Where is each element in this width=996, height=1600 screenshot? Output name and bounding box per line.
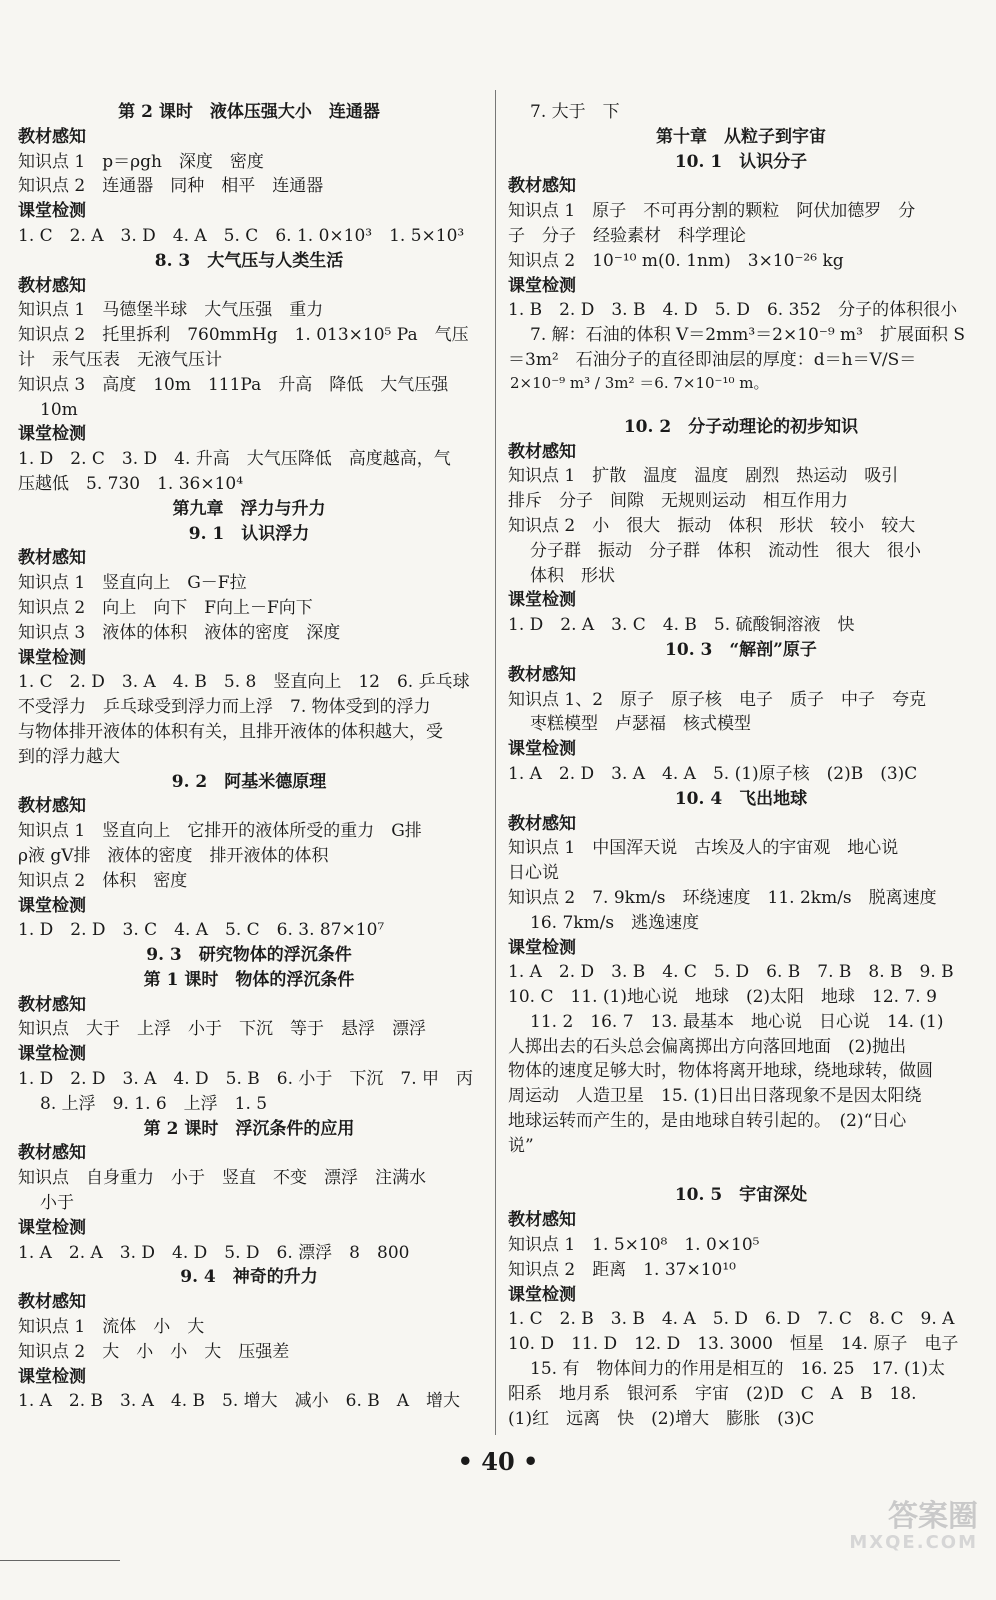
answer-line: 知识点 1 竖直向上 它排开的液体所受的重力 G排 xyxy=(18,821,422,842)
answer-line: 知识点 1 p＝ρgh 深度 密度 xyxy=(18,151,264,172)
section-label: 课堂检测 xyxy=(18,647,86,668)
answer-line: 到的浮力越大 xyxy=(18,746,120,767)
answer-line: 1. A 2. D 3. A 4. A 5. (1)原子核 (2)B (3)C xyxy=(508,763,918,784)
answer-line: 地球运转而产生的，是由地球自转引起的。 (2)“日心 xyxy=(508,1111,907,1132)
answer-line: (1)红 远离 快 (2)增大 膨胀 (3)C xyxy=(508,1408,815,1429)
section-heading: 10. 1 认识分子 xyxy=(674,151,808,172)
section-heading: 10. 3 “解剖”原子 xyxy=(665,639,817,660)
answer-line: ρ液 gV排 液体的密度 排开液体的体积 xyxy=(18,845,329,866)
watermark-logo xyxy=(849,1500,978,1553)
section-label: 教材感知 xyxy=(508,1210,576,1231)
answer-line: 知识点 2 连通器 同种 相平 连通器 xyxy=(18,176,324,197)
section-label: 课堂检测 xyxy=(18,424,86,445)
section-heading: 9. 2 阿基米德原理 xyxy=(171,771,327,792)
answer-line: 1. B 2. D 3. B 4. D 5. D 6. 352 分子的体积很小 xyxy=(508,300,958,321)
footer-rule xyxy=(0,1560,120,1561)
section-heading: 第 1 课时 物体的浮沉条件 xyxy=(143,969,355,990)
section-heading: 10. 2 分子动理论的初步知识 xyxy=(623,416,859,437)
answer-line: 1. D 2. C 3. D 4. 升高 大气压降低 高度越高，气 xyxy=(18,449,451,470)
section-label: 课堂检测 xyxy=(18,1366,86,1387)
answer-line: 知识点 1 1. 5×10⁸ 1. 0×10⁵ xyxy=(508,1235,760,1256)
answer-line: 知识点 2 小 很大 振动 体积 形状 较小 较大 xyxy=(508,515,916,536)
section-label: 教材感知 xyxy=(508,441,576,462)
answer-line: 10. D 11. D 12. D 13. 3000 恒星 14. 原子 电子 xyxy=(508,1334,959,1355)
section-label: 课堂检测 xyxy=(508,739,576,760)
section-heading: 9. 4 神奇的升力 xyxy=(180,1267,318,1288)
column-divider xyxy=(495,90,496,1435)
answer-line: 物体的速度足够大时，物体将离开地球，绕地球转，做圆 xyxy=(508,1061,933,1082)
section-heading: 第 2 课时 液体压强大小 连通器 xyxy=(118,102,380,122)
section-label: 课堂检测 xyxy=(18,1044,86,1065)
answer-line: 体积 形状 xyxy=(530,565,615,586)
section-label: 教材感知 xyxy=(18,1143,86,1164)
section-heading: 10. 4 飞出地球 xyxy=(674,788,808,809)
answer-line: 知识点 1 马德堡半球 大气压强 重力 xyxy=(18,300,324,321)
right-column xyxy=(508,100,974,1431)
answer-line: 1. D 2. A 3. C 4. B 5. 硫酸铜溶液 快 xyxy=(508,615,855,636)
section-label: 教材感知 xyxy=(18,1292,86,1313)
section-label: 课堂检测 xyxy=(508,275,576,296)
answer-line: 知识点 2 距离 1. 37×10¹⁰ xyxy=(508,1259,736,1280)
answer-line: 知识点 2 7. 9km/s 环绕速度 11. 2km/s 脱离速度 xyxy=(508,887,937,908)
section-label: 教材感知 xyxy=(508,813,576,834)
answer-line: 7. 解：石油的体积 V＝2mm³＝2×10⁻⁹ m³ 扩展面积 S xyxy=(530,325,966,346)
answer-line: 知识点 2 向上 向下 F向上－F向下 xyxy=(18,597,313,618)
section-label: 课堂检测 xyxy=(18,1217,86,1238)
section-label: 课堂检测 xyxy=(508,590,576,611)
answer-line: 10. C 11. (1)地心说 地球 (2)太阳 地球 12. 7. 9 xyxy=(508,987,937,1008)
answer-line: 日心说 xyxy=(508,863,559,884)
answer-line: 排斥 分子 间隙 无规则运动 相互作用力 xyxy=(508,491,848,512)
answer-line: 知识点 2 10⁻¹⁰ m(0. 1nm) 3×10⁻²⁶ kg xyxy=(508,250,844,271)
answer-line: 知识点 2 大 小 小 大 压强差 xyxy=(18,1341,290,1362)
section-label: 课堂检测 xyxy=(508,1284,576,1305)
section-heading: 9. 1 认识浮力 xyxy=(188,523,310,544)
answer-line: 16. 7km/s 逃逸速度 xyxy=(530,912,700,933)
page-number: • 40 • xyxy=(457,1447,539,1476)
answer-line: 知识点 3 液体的体积 液体的密度 深度 xyxy=(18,622,341,643)
answer-line: 知识点 自身重力 小于 竖直 不变 漂浮 注满水 xyxy=(18,1168,426,1189)
answer-line: 知识点 1、2 原子 原子核 电子 质子 中子 夸克 xyxy=(508,689,927,710)
section-heading: 第 2 课时 浮沉条件的应用 xyxy=(143,1118,355,1139)
answer-line: 1. C 2. D 3. A 4. B 5. 8 竖直向上 12 6. 乒乓球 xyxy=(18,672,470,693)
answer-line: 知识点 1 扩散 温度 温度 剧烈 热运动 吸引 xyxy=(508,466,899,487)
answer-line: 与物体排开液体的体积有关，且排开液体的体积越大，受 xyxy=(18,721,443,742)
section-label: 教材感知 xyxy=(508,664,576,685)
answer-line: 1. A 2. D 3. B 4. C 5. D 6. B 7. B 8. B 9. B xyxy=(508,962,954,983)
section-label: 教材感知 xyxy=(18,548,86,569)
answer-line: 10m xyxy=(40,399,78,420)
answer-line: 不受浮力 乒乓球受到浮力而上浮 7. 物体受到的浮力 xyxy=(18,697,431,718)
section-heading: 9. 3 研究物体的浮沉条件 xyxy=(146,945,352,966)
section-label: 教材感知 xyxy=(18,994,86,1015)
answer-line: 知识点 3 高度 10m 111Pa 升高 降低 大气压强 xyxy=(18,374,449,395)
answer-line: 1. C 2. A 3. D 4. A 5. C 6. 1. 0×10³ 1. 5×10³ xyxy=(18,225,465,246)
section-label: 课堂检测 xyxy=(508,937,576,958)
answer-line: 计 汞气压表 无液气压计 xyxy=(18,349,222,370)
answer-line: 7. 大于 下 xyxy=(530,102,620,122)
answer-line: 知识点 1 竖直向上 G－F拉 xyxy=(18,573,247,594)
answer-line: 阳系 地月系 银河系 宇宙 (2)D C A B 18. xyxy=(508,1383,917,1404)
answer-line xyxy=(508,1159,974,1184)
answer-line: 枣糕模型 卢瑟福 核式模型 xyxy=(530,714,751,735)
answer-line: 知识点 1 原子 不可再分割的颗粒 阿伏加德罗 分 xyxy=(508,201,916,222)
answer-line: 知识点 2 托里拆利 760mmHg 1. 013×10⁵ Pa 气压 xyxy=(18,325,469,346)
answer-line: 2×10⁻⁹ m³ / 3m² ＝6. 7×10⁻¹⁰ m。 xyxy=(510,373,769,392)
section-label: 教材感知 xyxy=(18,796,86,817)
answer-line: 1. D 2. D 3. C 4. A 5. C 6. 3. 87×10⁷ xyxy=(18,920,385,941)
section-heading: 8. 3 大气压与人类生活 xyxy=(154,250,344,271)
answer-line: 说” xyxy=(508,1135,534,1156)
watermark-url: MXQE.COM xyxy=(849,1532,978,1553)
answer-line: 1. A 2. A 3. D 4. D 5. D 6. 漂浮 8 800 xyxy=(18,1242,410,1263)
answer-line: 1. C 2. B 3. B 4. A 5. D 6. D 7. C 8. C 9. A xyxy=(508,1309,955,1330)
answer-line: 压越低 5. 730 1. 36×10⁴ xyxy=(18,473,244,494)
answer-line: 知识点 1 流体 小 大 xyxy=(18,1317,205,1338)
section-label: 教材感知 xyxy=(18,126,86,147)
answer-line: 分子群 振动 分子群 体积 流动性 很大 很小 xyxy=(530,540,921,561)
answer-line: 15. 有 物体间力的作用是相互的 16. 25 17. (1)太 xyxy=(530,1359,946,1380)
answer-line: 8. 上浮 9. 1. 6 上浮 1. 5 xyxy=(40,1093,268,1114)
answer-line: 知识点 大于 上浮 小于 下沉 等于 悬浮 漂浮 xyxy=(18,1019,426,1040)
answer-line: 人掷出去的石头总会偏离掷出方向落回地面 (2)抛出 xyxy=(508,1036,907,1057)
section-heading: 第九章 浮力与升力 xyxy=(172,498,326,519)
answer-line: 知识点 2 体积 密度 xyxy=(18,870,188,891)
left-column xyxy=(18,100,480,1414)
answer-line: 1. A 2. B 3. A 4. B 5. 增大 减小 6. B A 增大 xyxy=(18,1391,461,1412)
answer-line: 周运动 人造卫星 15. (1)日出日落现象不是因太阳绕 xyxy=(508,1086,922,1107)
section-heading: 第十章 从粒子到宇宙 xyxy=(656,126,826,147)
section-heading: 10. 5 宇宙深处 xyxy=(674,1185,808,1206)
section-label: 教材感知 xyxy=(508,176,576,197)
watermark-text: 答案圈 xyxy=(888,1499,978,1534)
answer-line: 知识点 1 中国浑天说 古埃及人的宇宙观 地心说 xyxy=(508,838,899,859)
answer-line: 小于 xyxy=(40,1193,74,1214)
section-label: 课堂检测 xyxy=(18,895,86,916)
answer-line: ＝3m² 石油分子的直径即油层的厚度：d＝h＝V/S＝ xyxy=(508,349,917,370)
section-label: 教材感知 xyxy=(18,275,86,296)
answer-line: 1. D 2. D 3. A 4. D 5. B 6. 小于 下沉 7. 甲 丙 xyxy=(18,1069,474,1090)
answer-line: 11. 2 16. 7 13. 最基本 地心说 日心说 14. (1) xyxy=(530,1011,944,1032)
section-label: 课堂检测 xyxy=(18,201,86,222)
answer-line: 子 分子 经验素材 科学理论 xyxy=(508,225,746,246)
